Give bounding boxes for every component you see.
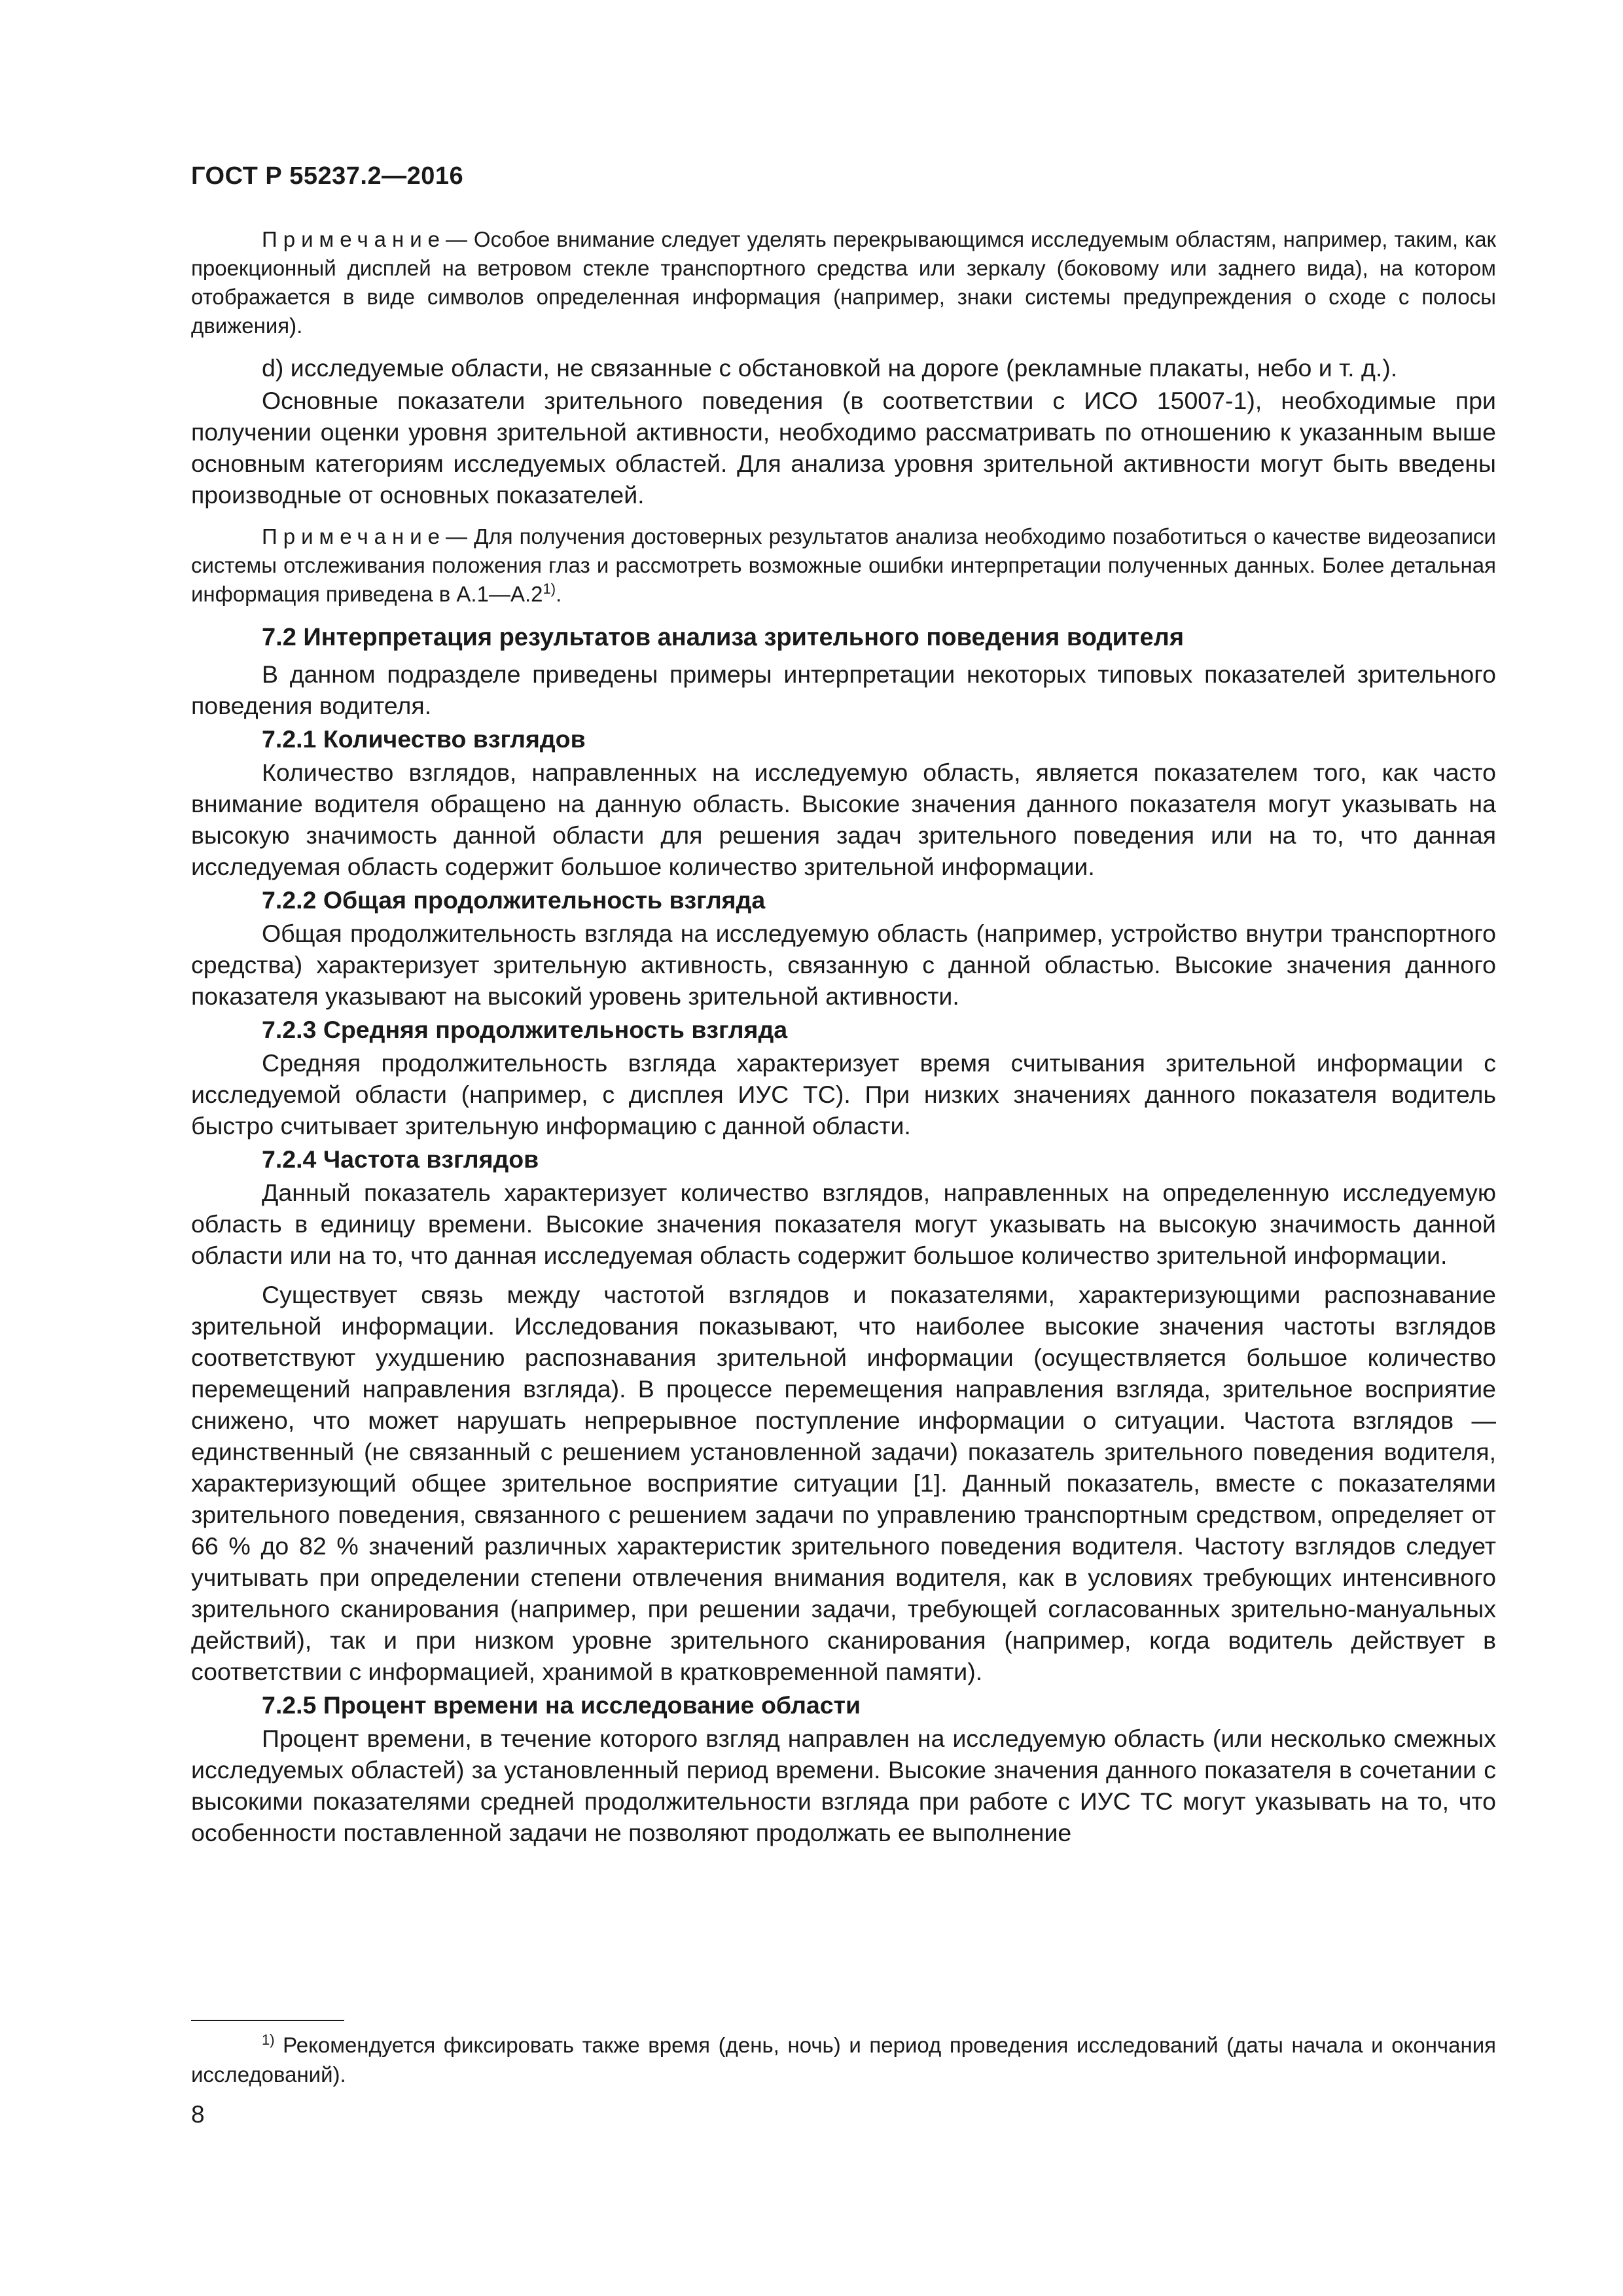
subsection-heading-7-2-2: 7.2.2 Общая продолжительность взгляда: [262, 886, 766, 914]
footnote-divider: [191, 2020, 344, 2021]
subsection-7-2-2-text: Общая продолжительность взгляда на исследуемую область (например, устройство внутри транспортного средства) характеризует зрительную активность, связанную с данной областью. Высокие значения данного показателя указывают на высокий уровень зрительной активности.: [191, 920, 1496, 1010]
document-body: [191, 225, 1496, 1850]
footnote-mark: 1): [262, 2032, 275, 2048]
page-number: 8: [191, 2101, 205, 2128]
footnote-text: Рекомендуется фиксировать также время (день, ночь) и период проведения исследований (даты начала и окончания исследований).: [191, 2033, 1496, 2087]
note-2: [191, 522, 1496, 609]
note-2-tail: .: [556, 582, 562, 606]
footnote-reference[interactable]: 1): [543, 581, 556, 597]
note-label: Примечание: [262, 524, 446, 548]
footnote: [191, 2030, 1496, 2089]
subsection-7-2-3-text: Средняя продолжительность взгляда характеризует время считывания зрительной информации с исследуемой области (например, с дисплея ИУС ТС). При низких значениях данного показателя водитель быстро считывает зрительную информацию с данной области.: [191, 1049, 1496, 1139]
subsection-7-2-4-text-2: Существует связь между частотой взглядов и показателями, характеризующими распознавание зрительной информации. Исследования показывают, что наиболее высокие значения частоты взглядов соответствуют ухудшению распознавания зрительной информации (осуществляется большое количество перемещений направления взгляда). В процессе перемещения направления взгляда, зрительное восприятие снижено, что может нарушать непрерывное поступление информации о ситуации. Частота взглядов — единственный (не связанный с решением установленной задачи) показатель зрительного поведения водителя, характеризующий общее зрительное восприятие ситуации [1]. Данный показатель, вместе с показателями зрительного поведения, связанного с решением задачи по управлению транспортным средством, определяет от 66 % до 82 % значений различных характеристик зрительного поведения водителя. Частоту взглядов следует учитывать при определении степени отвлечения внимания водителя, как в условиях требующих интенсивного зрительного сканирования (например, при решении задачи, требующей согласованных зрительно-мануальных действий), так и при низком уровне зрительного сканирования (например, когда водитель действует в соответствии с информацией, хранимой в кратковременной памяти).: [191, 1281, 1496, 1685]
note-1: [191, 225, 1496, 340]
subsection-heading-7-2-5: 7.2.5 Процент времени на исследование области: [262, 1691, 861, 1719]
section-7-2-intro: В данном подразделе приведены примеры интерпретации некоторых типовых показателей зрительного поведения водителя.: [191, 660, 1496, 719]
section-heading-7-2: 7.2 Интерпретация результатов анализа зрительного поведения водителя: [262, 624, 1184, 651]
subsection-7-2-5-text: Процент времени, в течение которого взгляд направлен на исследуемую область (или несколько смежных исследуемых областей) за установленный период времени. Высокие значения данного показателя в сочетании с высокими показателями средней продолжительности взгляда при работе с ИУС ТС могут указывать на то, что особенности поставленной задачи не позволяют продолжать ее выполнение: [191, 1725, 1496, 1846]
subsection-7-2-4-text-1: Данный показатель характеризует количество взглядов, направленных на определенную исследуемую область в единицу времени. Высокие значения показателя могут указывать на высокую значимость данной области или на то, что данная исследуемая область содержит большое количество зрительной информации.: [191, 1179, 1496, 1269]
list-item-d: d) исследуемые области, не связанные с обстановкой на дороге (рекламные плакаты, небо и т. д.).: [262, 354, 1398, 382]
subsection-heading-7-2-4: 7.2.4 Частота взглядов: [262, 1145, 539, 1173]
subsection-7-2-1-text: Количество взглядов, направленных на исследуемую область, является показателем того, как часто внимание водителя обращено на данную область. Высокие значения данного показателя могут указывать на высокую значимость данной области для решения задач зрительного поведения или на то, что данная исследуемая область содержит большое количество зрительной информации.: [191, 759, 1496, 880]
note-label: Примечание: [262, 227, 446, 251]
document-header: ГОСТ Р 55237.2—2016: [191, 162, 464, 190]
subsection-heading-7-2-3: 7.2.3 Средняя продолжительность взгляда: [262, 1016, 788, 1043]
note-2-text: — Для получения достоверных результатов анализа необходимо позаботиться о качестве видеозаписи системы отслеживания положения глаз и рассмотреть возможные ошибки интерпретации полученных данных. Более детальная информация приведена в А.1—А.2: [191, 524, 1496, 606]
subsection-heading-7-2-1: 7.2.1 Количество взглядов: [262, 725, 586, 753]
note-1-text: — Особое внимание следует уделять перекрывающимся исследуемым областям, например, таким, как проекционный дисплей на ветровом стекле транспортного средства или зеркалу (боковому или заднего вида), на котором отображается в виде символов определенная информация (например, знаки системы предупреждения о сходе с полосы движения).: [191, 227, 1496, 338]
paragraph-main-indicators: Основные показатели зрительного поведения (в соответствии с ИСО 15007-1), необходимые при получении оценки уровня зрительной активности, необходимо рассматривать по отношению к указанным выше основным категориям исследуемых областей. Для анализа уровня зрительной активности могут быть введены производные от основных показателей.: [191, 387, 1496, 509]
